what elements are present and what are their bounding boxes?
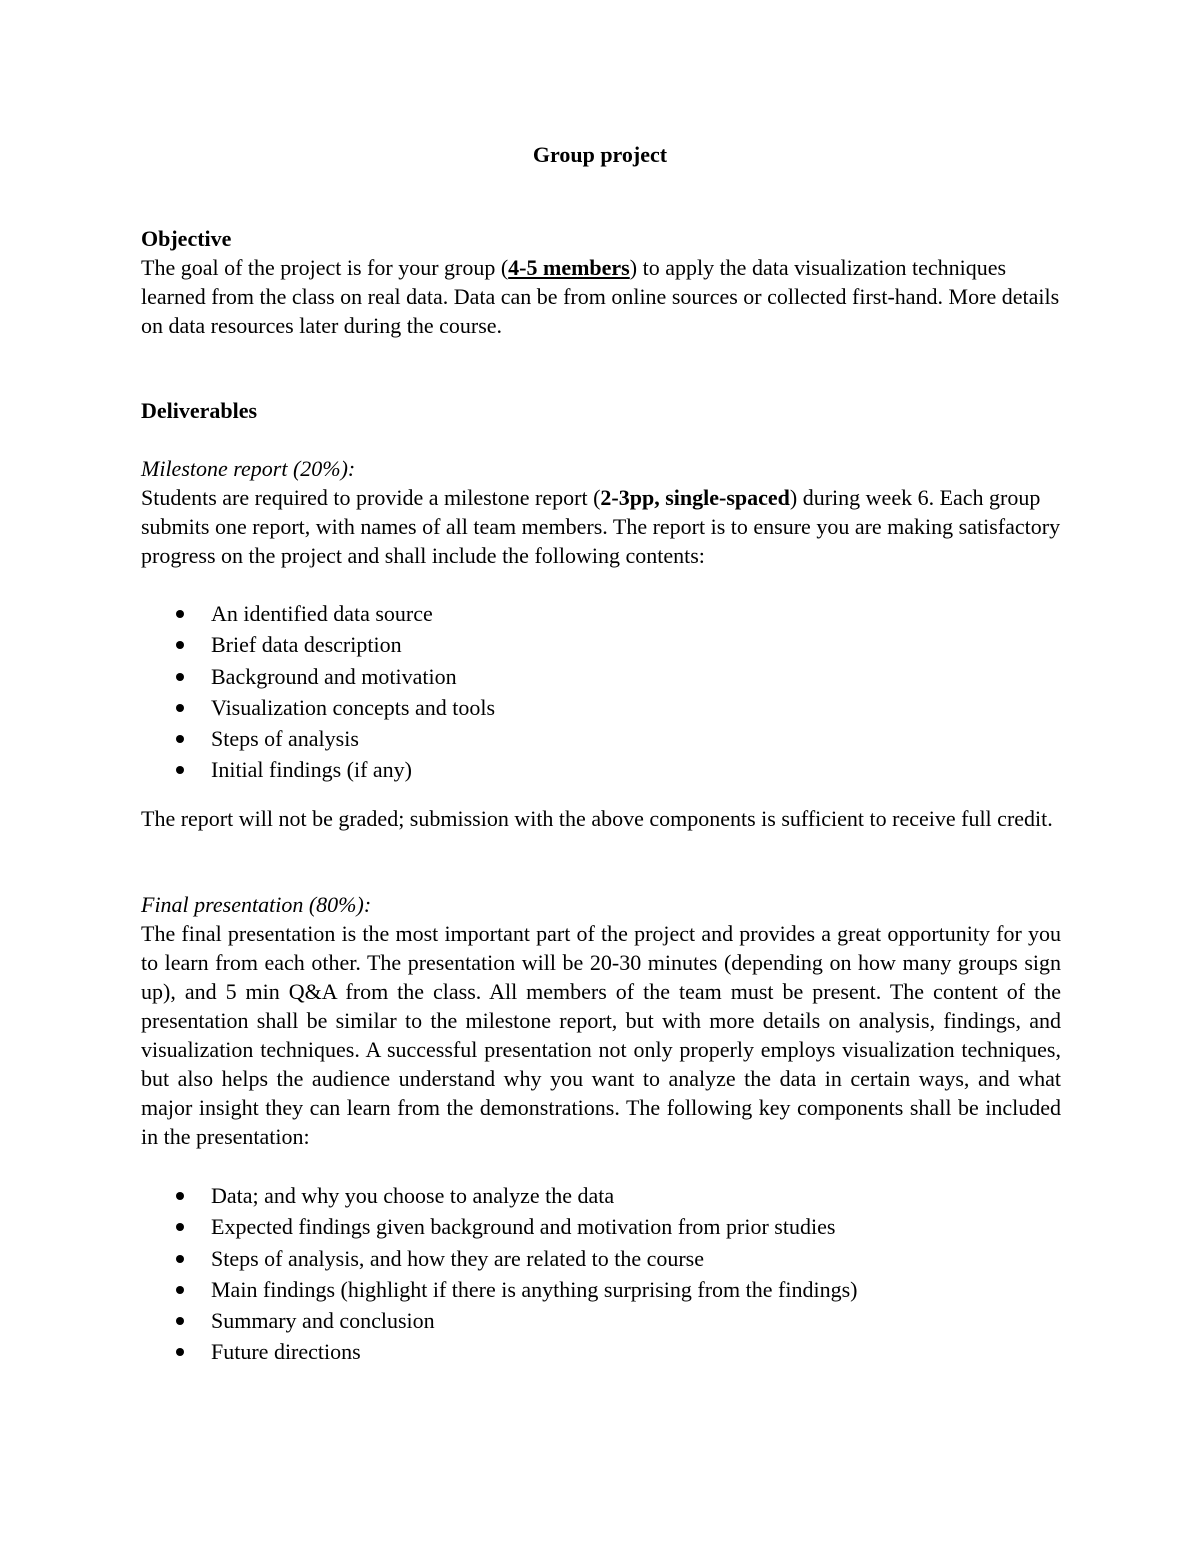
bullet-icon xyxy=(176,766,184,774)
objective-paragraph xyxy=(141,253,1061,340)
list-item: Expected findings given background and motivation from prior studies xyxy=(141,1212,1061,1243)
list-item: Initial findings (if any) xyxy=(141,755,1061,786)
bullet-icon xyxy=(176,1348,184,1356)
objective-heading: Objective xyxy=(141,226,232,251)
list-item: Future directions xyxy=(141,1337,1061,1368)
list-item: Data; and why you choose to analyze the data xyxy=(141,1181,1061,1212)
final-section xyxy=(141,890,1061,1151)
list-item: Summary and conclusion xyxy=(141,1306,1061,1337)
milestone-note xyxy=(141,804,1061,833)
objective-text-2: ) to apply the data visualization techniques learned from the class on real data. Data can be from online sources or collected first-hand. More details on data resources later during the course. xyxy=(141,255,1060,338)
bullet-icon xyxy=(176,1317,184,1325)
page-title: Group project xyxy=(532,142,668,167)
bullet-icon xyxy=(176,1286,184,1294)
milestone-list xyxy=(141,599,1061,787)
list-item: Main findings (highlight if there is anything surprising from the findings) xyxy=(141,1275,1061,1306)
milestone-section xyxy=(141,454,1061,570)
list-item: Visualization concepts and tools xyxy=(141,693,1061,724)
bullet-icon xyxy=(176,1192,184,1200)
final-paragraph: The final presentation is the most important part of the project and provides a great opportunity for you to learn from each other. The presentation will be 20-30 minutes (depending on how many groups sign up), and 5 min Q&A from the class. All members of the team must be present. The content of the presentation shall be similar to the milestone report, but with more details on analysis, findings, and visualization techniques. A successful presentation not only properly employs visualization techniques, but also helps the audience understand why you want to analyze the data in certain ways, and what major insight they can learn from the demonstrations. The following key components shall be included in the presentation: xyxy=(141,921,1061,1149)
milestone-heading: Milestone report (20%): xyxy=(141,456,356,481)
milestone-text-1: Students are required to provide a milestone report ( xyxy=(141,485,601,510)
list-item: Steps of analysis, and how they are related to the course xyxy=(141,1244,1061,1275)
milestone-paragraph xyxy=(141,483,1061,570)
grading-note: The report will not be graded; submission with the above components is sufficient to receive full credit. xyxy=(141,806,1053,831)
report-length: 2-3pp, single-spaced xyxy=(600,485,790,510)
milestone-text-2: ) during week 6. Each group submits one report, with names of all team members. The report is to ensure you are making satisfactory progress on the project and shall include the following contents: xyxy=(141,485,1061,568)
deliverables-heading: Deliverables xyxy=(141,398,258,423)
bullet-icon xyxy=(176,1223,184,1231)
bullet-icon xyxy=(176,673,184,681)
bullet-icon xyxy=(176,641,184,649)
objective-text-1: The goal of the project is for your group ( xyxy=(141,255,509,280)
group-size: 4-5 members xyxy=(508,255,630,280)
final-list xyxy=(141,1181,1061,1369)
bullet-icon xyxy=(176,735,184,743)
list-item: Brief data description xyxy=(141,630,1061,661)
bullet-icon xyxy=(176,1255,184,1263)
final-list-wrap xyxy=(141,1181,1061,1369)
bullet-icon xyxy=(176,610,184,618)
list-item: Background and motivation xyxy=(141,662,1061,693)
deliverables-section xyxy=(141,396,1061,425)
bullet-icon xyxy=(176,704,184,712)
final-heading: Final presentation (80%): xyxy=(141,892,372,917)
list-item: An identified data source xyxy=(141,599,1061,630)
list-item: Steps of analysis xyxy=(141,724,1061,755)
milestone-list-wrap xyxy=(141,599,1061,787)
objective-section xyxy=(141,224,1061,340)
